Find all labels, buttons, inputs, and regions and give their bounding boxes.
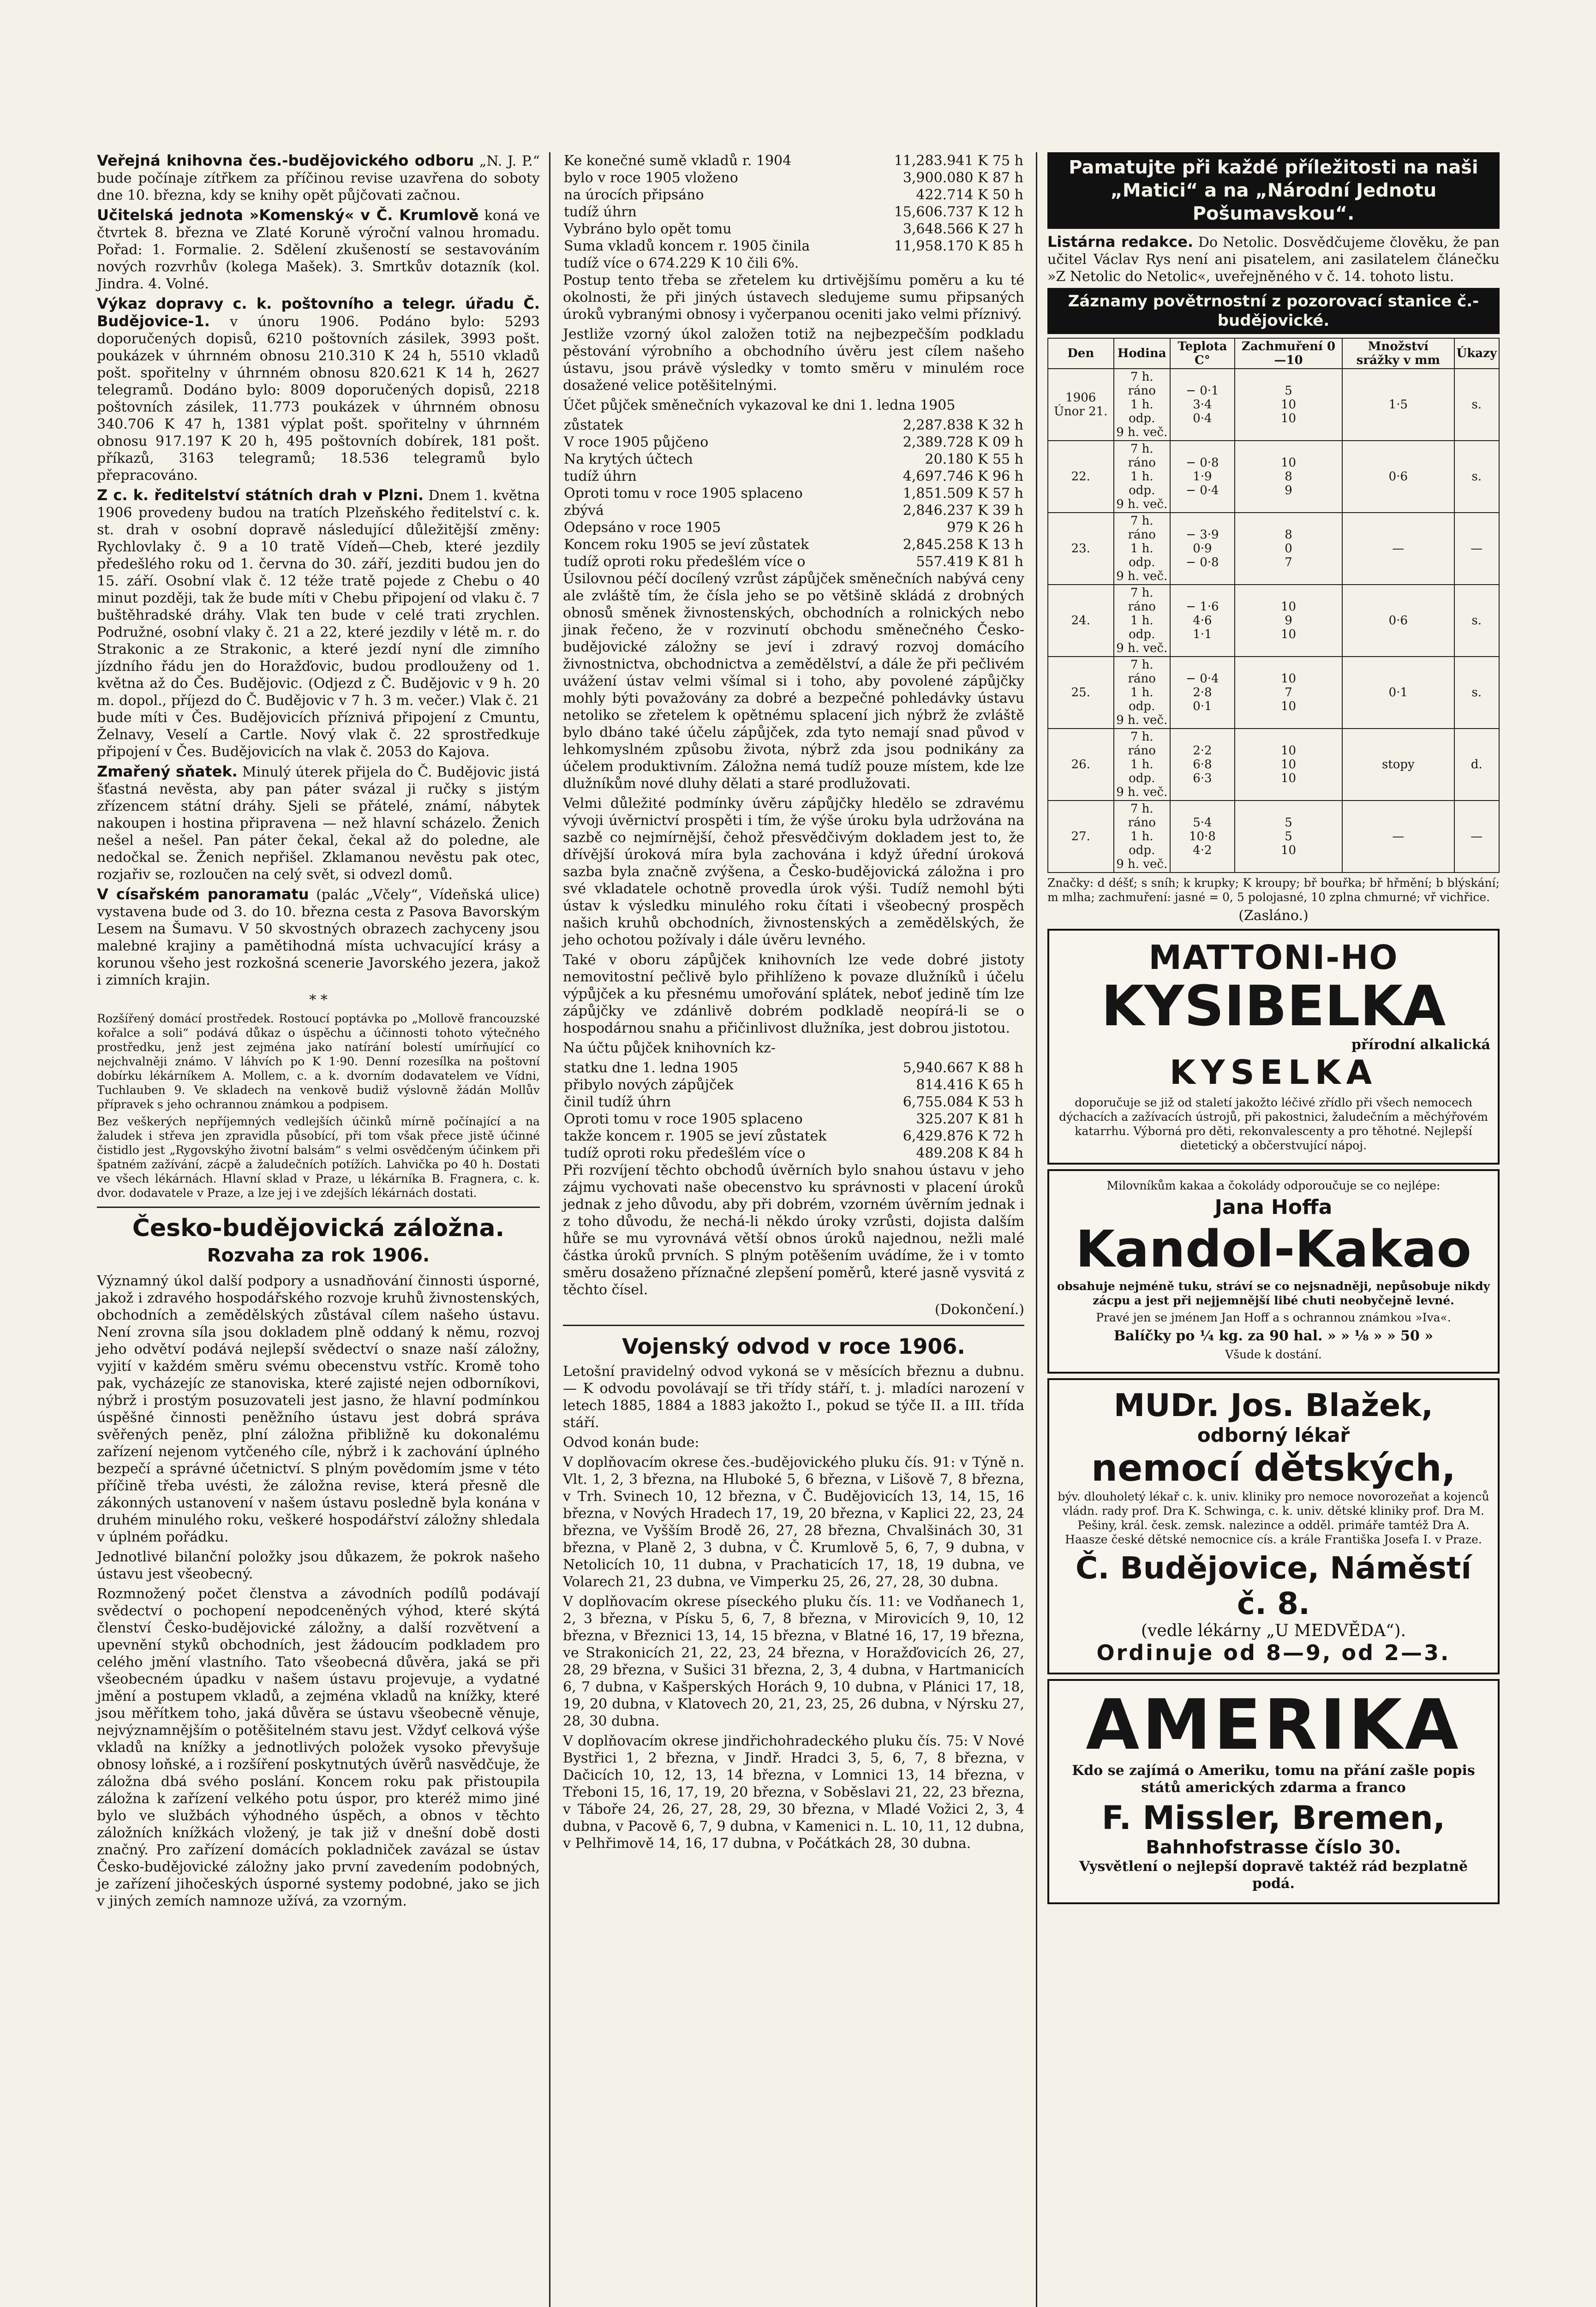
finance-label: zůstatek <box>564 417 623 433</box>
blazek-name: MUDr. Jos. Blažek, <box>1113 1387 1434 1424</box>
finance-value: 1,851.509 K 57 h <box>903 485 1023 502</box>
weather-cell: 0·1 <box>1342 657 1454 729</box>
finance-value: 2,389.728 K 09 h <box>903 434 1023 450</box>
blazek-location-note: (vedle lékárny „U MEDVĚDA“). <box>1141 1621 1406 1640</box>
news-text: koná ve čtvrtek 8. března ve Zlaté Koruně výroční valnou hromadu. Pořad: 1. Formalie. 2. Sdělení zkušeností se sestavováním nových rozvrhův (kolega Mašek). 3. Smrtkův dotazník (kol. Jindra. 4. Volné. <box>97 208 540 292</box>
weather-cell: 25. <box>1048 657 1114 729</box>
zalozna-subtitle: Rozvaha za rok 1906. <box>207 1245 430 1266</box>
finance-row <box>563 255 1024 272</box>
divider <box>563 1325 1024 1326</box>
finance-label: Ke konečné sumě vkladů r. 1904 <box>564 153 792 169</box>
mattoni-advert <box>1047 929 1500 1165</box>
weather-cell: — <box>1342 801 1454 873</box>
weather-cell: − 1·6 4·6 1·1 <box>1170 585 1235 657</box>
news-heading: Z c. k. ředitelství státních drah v Plzni. <box>97 486 424 504</box>
listarna <box>1047 233 1500 285</box>
weather-row <box>1048 801 1499 873</box>
finance-value: 489.208 K 84 h <box>916 1145 1023 1161</box>
amerika-company: F. Missler, Bremen, <box>1101 1799 1446 1837</box>
article-paragraph: Jednotlivé bilanční položky jsou důkazem, že pokrok našeho ústavu jest všeobecný. <box>97 1549 540 1582</box>
weather-cell: — <box>1454 801 1499 873</box>
finance-label: tudíž úhrn <box>564 204 637 220</box>
finance-value: 557.419 K 81 h <box>916 554 1023 570</box>
finance-row <box>563 238 1024 255</box>
article-paragraph: Při rozvíjení těchto obchodů úvěrních bylo snahou ústavu v jeho zájmu vychovati naše obecenstvo ku správnosti v placení úroků jednak z jeho důvodu, aby při dobrém, vzorném úvěrním jednak i z toho důvodu, že nechá-li někdo úroky vzrůsti, dojista dalším hůře se mu vyrovnává větší obnos úroků najednou, nežli malé částka úroků prvních. S plným potěšením uvádíme, že i v tomto směru dosaženo příznačné zlepšení poměrů, které jasně vysvitá z těchto čísel. <box>563 1162 1024 1298</box>
weather-row <box>1048 369 1499 441</box>
kandol-intro: Milovníkům kakaa a čokolády odporoučuje se co nejlépe: <box>1106 1179 1441 1192</box>
news-item <box>97 763 540 883</box>
news-item <box>97 886 540 989</box>
article-paragraph: Postup tento třeba se zřetelem ku drtivějšímu poměru a ku té okolnosti, že při jiných ústavech sledujeme sumu připsaných úroků vybranými obnosy i vyčerpanou oceniti jako velmi příznivý. <box>563 272 1024 323</box>
finance-label: na úrocích připsáno <box>564 187 704 203</box>
weather-cell: 26. <box>1048 729 1114 801</box>
article-paragraph: V doplňovacím okrese píseckého pluku čís. 11: ve Vodňanech 1, 2, 3 března, v Písku 5, 6, 7, 8 března, v Mirovicích 9, 10, 12 března, v Březnici 13, 14, 15 března, v Blatné 16, 17, 19 března, ve Strakonicích 21, 22, 23, 24 března, v Horažďovicích 26, 27, 28, 29 března, v Sušici 31 března, 2, 3, 4 dubna, v Hartmanicích 6, 7 dubna, v Kašperských Horách 9, 10 dubna, v Plánici 17, 18, 19, 20 dubna, v Klatovech 20, 21, 23, 25, 26 dubna, v Nýrsku 27, 28, 30 dubna. <box>563 1594 1024 1729</box>
weather-cell: 0·6 <box>1342 441 1454 513</box>
finance-label: Oproti tomu v roce 1905 splaceno <box>564 1111 803 1127</box>
weather-row <box>1048 441 1499 513</box>
weather-cell: 24. <box>1048 585 1114 657</box>
article-paragraph: Úsilovnou péčí docílený vzrůst zápůjček směnečních nabývá ceny ale zvláště tím, že čísla jeho se po většině skládá z drobných obnosů směnek živnostenských, obchodních a rolnických nebo jinak řečeno, že v rozvinutí obchodu směnečného Česko-budějovické záložny se jeví i zdravý rozvoj domácího živnostnictva, obchodnictva a zemědělství, a dále že při pečlivém uvážení ústav velmi všímal si i toho, aby povolené zápůjčky mohly býti považovány za dobré a bezpečné pohledávky ústavu netoliko se zřetelem k opětnému splacení jich nýbrž že zvláště bylo dbáno také účelu zápůjček, zda tyto nemají snad původ v lehkomyslném způsobu života, nýbrž zda jsou podnikány za účelem produktivním. Záložna nemá tudíž pouze místem, kde lze dlužníkům nové dluhy dělati a staré prodlužovati. <box>563 571 1024 792</box>
kandol-advert <box>1047 1169 1500 1374</box>
advert-text: Rozšířený domácí prostředek. Rostoucí poptávka po „Mollově francouzské kořalce a soli“ podává důkaz o úspěchu a účinnosti tohoto výtečného prostředku, jenž jest zejména jako natírání bolestí umírňující co nejchvalněji známo. V láhvích po K 1·90. Denní rozesílka na poštovní dobírku lékárníkem A. Mollem, c. a k. dvorním dodavatelem ve Vídni, Tuchlauben 9. Ve skladech na venkově budiž výslovně žádán Mollův přípravek s jeho ochrannou známkou a podpisem. <box>97 1012 540 1111</box>
finance-label: činil tudíž úhrn <box>564 1094 671 1110</box>
weather-cell: 10 9 10 <box>1235 585 1342 657</box>
article-paragraph: Odvod konán bude: <box>563 1434 699 1451</box>
weather-cell: 8 0 7 <box>1235 513 1342 585</box>
finance-table-deposits <box>563 152 1024 272</box>
weather-cell: 7 h. ráno 1 h. odp. 9 h. več. <box>1114 657 1170 729</box>
news-heading: Učitelská jednota »Komenský« v Č. Krumlově <box>97 206 479 224</box>
finance-label: statku dne 1. ledna 1905 <box>564 1060 739 1076</box>
weather-cell: 0·6 <box>1342 585 1454 657</box>
finance-value: 3,648.566 K 27 h <box>903 221 1023 237</box>
article-paragraph: Také v oboru zápůjček knihovních lze vede dobré jistoty nemovitostní pečlivě bylo přihlíženo k povaze dlužníků i účelu výpůjček a ku přesnému umořování splátek, neboť jedině tím lze zápůjčky ve zdánlivě dobrém podkladě neopírá-li se o hospodárnou snahu a přičinlivost dlužníka, jest dobrou jistotou. <box>563 952 1024 1036</box>
weather-header: Zachmuření 0—10 <box>1235 338 1342 369</box>
amerika-text: Kdo se zajímá o Ameriku, tomu na přání zašle popis států amerických zdarma a franco <box>1072 1763 1475 1796</box>
finance-value <box>865 255 1024 272</box>
finance-label: tudíž více o 674.229 K 10 čili 6%. <box>564 255 799 271</box>
finance-value: 814.416 K 65 h <box>916 1077 1023 1093</box>
finance-value: 5,940.667 K 88 h <box>903 1060 1023 1076</box>
listarna-text: Do Netolic. Dosvědčujeme člověku, že pan učitel Václav Rys není ani pisatelem, ani zasilatelem článečku »Z Netolic do Netolic«, uveřejněného v č. 14. tohoto listu. <box>1047 234 1500 285</box>
finance-value: 20.180 K 55 h <box>925 451 1023 467</box>
weather-cell: 7 h. ráno 1 h. odp. 9 h. več. <box>1114 369 1170 441</box>
finance-label: Na krytých účtech <box>564 451 693 467</box>
finance-row <box>563 1128 1024 1145</box>
kandol-logo: Kandol-Kakao <box>1076 1219 1471 1279</box>
finance-value: 11,283.941 K 75 h <box>894 153 1023 169</box>
mattoni-tagline: přírodní alkalická <box>1351 1037 1490 1053</box>
finance-table-loans <box>563 417 1024 570</box>
weather-cell: 7 h. ráno 1 h. odp. 9 h. več. <box>1114 441 1170 513</box>
finance-row <box>563 485 1024 502</box>
mattoni-kyselka: KYSELKA <box>1169 1053 1378 1092</box>
mattoni-logo-text: MATTONI-HO <box>1148 938 1399 977</box>
finance-row <box>563 1059 1024 1076</box>
news-heading: Výkaz dopravy c. k. poštovního a telegr. úřadu Č. Budějovice-1. <box>97 295 540 330</box>
weather-cell: 1906 Únor 21. <box>1048 369 1114 441</box>
news-item <box>97 207 540 293</box>
news-item <box>97 487 540 760</box>
weather-cell: 2·2 6·8 6·3 <box>1170 729 1235 801</box>
weather-legend: Značky: d déšť; s sníh; k krupky; K kroupy; bř bouřka; bř hřmění; b blýskání; m mlha; zachmuření: jasné = 0, 5 polojasné, 10 zplna chmurné; vř vichřice. <box>1047 876 1500 904</box>
blazek-hours: Ordinuje od 8—9, od 2—3. <box>1096 1640 1451 1665</box>
finance-row <box>563 553 1024 570</box>
article-paragraph: V doplňovacím okrese čes.-budějovického pluku čís. 91: v Týně n. Vlt. 1, 2, 3 března, na Hluboké 5, 6 března, v Lišově 7, 8 března, v Trh. Svinech 10, 12 března, v Č. Budějovicích 13, 14, 15, 16 března, v Nových Hradech 17, 19, 20 března, v Kaplici 22, 23, 24 března, ve Vyšším Brodě 26, 27, 28 března, Chvalšinách 30, 31 března, v Planě 2, 3 dubna, v Č. Krumlově 5, 6, 7, 9 dubna, v Netolicích 10, 11 dubna, v Prachaticích 17, 18, 19 dubna, ve Volarech 21, 23 dubna, ve Vimperku 25, 26, 27, 28, 30 dubna. <box>563 1454 1024 1590</box>
news-heading: V císařském panoramatu <box>97 885 309 903</box>
finance-value: 6,755.084 K 53 h <box>903 1094 1023 1110</box>
finance-row <box>563 1076 1024 1094</box>
divider <box>97 1207 540 1208</box>
weather-header: Den <box>1048 338 1114 369</box>
weather-header: Úkazy <box>1454 338 1499 369</box>
zaslano-label: (Zasláno.) <box>1238 908 1309 924</box>
weather-cell: 7 h. ráno 1 h. odp. 9 h. več. <box>1114 801 1170 873</box>
weather-cell: — <box>1342 513 1454 585</box>
news-text: v únoru 1906. Podáno bylo: 5293 doporučených dopisů, 6210 poštovních zásilek, 3993 pošt. poukázek v úhrnném obnosu 210.310 K 24 h, 5510 vkladů pošt. spořitelny v úhrnném obnosu 820.621 K 14 h, 2627 telegramů. Dodáno bylo: 8009 doporučených dopisů, 2218 poštovních zásilek, 11.773 poukázek v úhrnném obnosu 340.706 K 47 h, 1381 výplat pošt. spořitelny v úhrnném obnosu 917.197 K 20 h, 495 poštovních dobírek, 181 pošt. příkazů, 3163 telegramů; 18.536 telegramů bylo přepracováno. <box>97 314 540 484</box>
weather-row <box>1048 657 1499 729</box>
weather-cell: − 0·8 1·9 − 0·4 <box>1170 441 1235 513</box>
finance-row <box>563 152 1024 169</box>
news-text: „N. J. P.“ bude počínaje zítřkem za příčinou revise uzavřena do soboty dne 10. března, kdy se knihy opět půjčovati začnou. <box>97 153 540 203</box>
finance-label: bylo v roce 1905 vloženo <box>564 170 738 186</box>
stars-separator: * * <box>309 992 328 1008</box>
article-paragraph: Letošní pravidelný odvod vykoná se v měsících březnu a dubnu. — K odvodu povolávají se tři třídy stáří, t. j. mladíci narození v letech 1885, 1884 a 1883 jakožto I., pokud se týče II. a III. třída stáří. <box>563 1363 1024 1431</box>
finance-label: Oproti tomu v roce 1905 splaceno <box>564 485 803 502</box>
weather-header: Množství srážky v mm <box>1342 338 1454 369</box>
news-text: Minulý úterek přijela do Č. Budějovic jistá šťastná nevěsta, aby pan páter svázal ji ručky s jistým zřízencem státní dráhy. Sjeli se přátelé, známí, nábytek nakoupen i hostina připravena — než hlavní scházelo. Ženich nešel a nešel. Pan páter čekal, čekal až do poledne, ale nedočkal se. Ženich nepřišel. Zklamanou nevěstu pak otec, rozjařiv se, rozloučen na celý svět, si odvezl domů. <box>97 764 540 883</box>
news-text: (palác „Včely“, Vídeňská ulice) vystavena bude od 3. do 10. března cesta z Pasova Bavorským Lesem na Šumavu. V 50 skvostných obrazech zachyceny jsou malebné krajiny a pamětihodná místa uchvacující krásy a korunou všeho jest rozkošná scenerie Javorského jezera, jakož i zimních krajin. <box>97 887 540 988</box>
article-paragraph: Jestliže vzorný úkol založen totiž na nejbezpečším podkladu pěstování výrobního a obchodního úvěru jest cílem našeho ústavu, jsou právě výsledky v tomto směru v minulém roce dosažené velice potěšitelnými. <box>563 326 1024 394</box>
article-paragraph: Účet půjček směnečních vykazoval ke dni 1. ledna 1905 <box>563 397 956 413</box>
finance-label: V roce 1905 půjčeno <box>564 434 709 450</box>
mattoni-description: doporučuje se již od staletí jakožto léčivé zřídlo při všech nemocech dýchacích a zažívacích ústrojů, při pakostnici, žaludečním a měchýřovém katarrhu. Výborná pro děti, rekonvalescenty a pro těhotné. Nejlepší dietetický a občerstvující nápoj. <box>1059 1096 1488 1152</box>
weather-cell: 10 10 10 <box>1235 729 1342 801</box>
finance-value: 3,900.080 K 87 h <box>903 170 1023 186</box>
finance-row <box>563 1094 1024 1111</box>
finance-row <box>563 221 1024 238</box>
blazek-advert <box>1047 1378 1500 1674</box>
column-left <box>97 152 540 1913</box>
finance-label: tudíž úhrn <box>564 468 637 484</box>
finance-value: 2,846.237 K 39 h <box>903 502 1023 519</box>
finance-value: 422.714 K 50 h <box>916 187 1023 203</box>
kandol-brand: Jana Hoffa <box>1214 1195 1333 1219</box>
weather-header: Teplota C° <box>1170 338 1235 369</box>
finance-label: Koncem roku 1905 se jeví zůstatek <box>564 537 809 553</box>
amerika-advert <box>1047 1679 1500 1904</box>
finance-row <box>563 417 1024 434</box>
weather-table <box>1047 338 1500 873</box>
weather-cell: − 0·1 3·4 0·4 <box>1170 369 1235 441</box>
finance-row <box>563 186 1024 203</box>
finance-label: tudíž oproti roku předešlém více o <box>564 554 806 570</box>
amerika-title: AMERIKA <box>1086 1685 1461 1765</box>
finance-row <box>563 169 1024 186</box>
weather-cell: 23. <box>1048 513 1114 585</box>
news-heading: Veřejná knihovna čes.-budějovického odboru <box>97 152 474 169</box>
newspaper-page <box>97 152 1500 2307</box>
amerika-note: Vysvětlení o nejlepší dopravě taktéž rád bezplatně podá. <box>1079 1859 1468 1892</box>
kandol-claim: obsahuje nejméně tuku, stráví se co nejsnadněji, nepůsobuje nikdy zácpu a jest při nejjemnější libé chuti neobyčejně levné. <box>1057 1279 1490 1307</box>
weather-cell: 22. <box>1048 441 1114 513</box>
finance-row <box>563 502 1024 519</box>
weather-cell: stopy <box>1342 729 1454 801</box>
finance-value: 2,845.258 K 13 h <box>903 537 1023 553</box>
blazek-specialty: nemocí dětských, <box>1091 1446 1456 1489</box>
finance-table-mortgages <box>563 1059 1024 1162</box>
article-paragraph: Významný úkol další podpory a usnadňování činnosti úsporné, jakož i zdravého hospodářského rozvoje kruhů živnostenských, obchodních a zemědělských zůstával cílem našeho ústavu. Není zrovna síla jsou dokladem plně oddaný k němu, rozvoj jeho odvětví podává nejlepší svědectví o snaze naší záložny, vyjití v každém směru svému obecenstvu vstříc. Kromě toho pak, vycházejíc ze stanoviska, které zajisté nejen odborníkovi, nýbrž i prostým posuzovateli jest jasno, že hlavní podmínkou úspěšné činnosti peněžního ústavu jest dobrá správa svěřených peněz, plní záložna přibližně ku dokonalému zařízení nejenom vytčeného cíle, nýbrž i k zachování úplného bezpečí a správné účetnictví. S plným povědomím jsme v této příčině třeba uvésti, že záložna revise, která přesně dle zákonných ustanovení v našem ústavu posledně byla konána v druhém minulého roku, veškeré hospodářství záložny shledala v úplném pořádku. <box>97 1273 540 1545</box>
weather-cell: 27. <box>1048 801 1114 873</box>
weather-cell: — <box>1454 513 1499 585</box>
column-middle <box>563 152 1024 1855</box>
finance-value: 6,429.876 K 72 h <box>903 1128 1023 1144</box>
kandol-availability: Všude k dostání. <box>1225 1348 1322 1361</box>
finance-value: 11,958.170 K 85 h <box>894 238 1023 254</box>
finance-label: Suma vkladů koncem r. 1905 činila <box>564 238 810 254</box>
zalozna-title: Česko-budějovická záložna. <box>132 1214 505 1242</box>
finance-value: 979 K 26 h <box>947 520 1023 536</box>
kandol-authentic: Pravé jen se jménem Jan Hoff a s ochrannou známkou »Iva«. <box>1096 1311 1451 1324</box>
finance-label: takže koncem r. 1905 se jeví zůstatek <box>564 1128 827 1144</box>
weather-row <box>1048 585 1499 657</box>
finance-value: 325.207 K 81 h <box>916 1111 1023 1127</box>
kandol-price: Balíčky po ¼ kg. za 90 hal. » » ⅛ » » 50 » <box>1113 1328 1434 1344</box>
finance-label: Vybráno bylo opět tomu <box>564 221 732 237</box>
article-paragraph: Rozmnožený počet členstva a závodních podílů podávají svědectví o pochopení nepodceněných výhod, které skýtá členství Česko-budějovické záložny, a další rozvětvení a upevnění styků obchodních, jest žádoucím podkladem pro celého jmění vlastního. Tato všeobecná důvěra, jaká se při všeobecném úpadku v našem ústavu projevuje, a vydatné jmění a postupem vkladů, a zejména vkladů na knížky, které jsou měřítkem toho, jaká důvěra se ústavu všeobecně věnuje, nejvýznamnějším o potěšitelném stavu jest. Vždyť celková výše vkladů na knížky a jednotlivých položek vysoko převyšuje obnosy loňské, a i rozšíření poskytnutých úvěrů nasvědčuje, že záložna dbá svého poslání. Koncem roku pak přistoupila záložna k zařízení velkého potu úspor, pro kteréž mimo jiné bylo ve službách výhodného úspěch, a obnos v těchto záložních knížkách vložený, je tak již v dnešní době dosti značný. Pro zařízení domácích pokladniček zavázal se ústav Česko-budějovické záložny jako první zavedením podobných, je zařízení jihočeských úsporné systemy podobné, jako se jich v jiných zemích namnoze užívá, za vzorným. <box>97 1586 540 1909</box>
weather-cell: d. <box>1454 729 1499 801</box>
blazek-title: odborný lékař <box>1197 1424 1350 1446</box>
article-paragraph: Velmi důležité podmínky úvěru zápůjčky hledělo se zdravému vývoji úvěrnictví prospěti i tím, že výše úroku byla udržována na sazbě co nejmírnější, čehož přesvědčivým dokladem jest to, že dřívější úroková míra byla zachována i když úřední úroková sazba byla značně zvýšena, a Česko-budějovická záložna i pro své vkladatele ochotně provedla úrok výši. Tudíž nemohl býti ústav k výsledku minulého roku čítati i všeobecný prospěch našich kruhů obchodních, živnostenských a zemědělských, že jeho ochotou požívaly i dále úvěru levného. <box>563 795 1024 948</box>
finance-value: 4,697.746 K 96 h <box>903 468 1023 484</box>
weather-cell: 7 h. ráno 1 h. odp. 9 h. več. <box>1114 585 1170 657</box>
finance-row <box>563 1111 1024 1128</box>
blazek-address: Č. Budějovice, Náměstí č. 8. <box>1075 1550 1472 1621</box>
weather-cell: − 3·9 0·9 − 0·8 <box>1170 513 1235 585</box>
column-rule <box>549 152 550 2307</box>
finance-label: zbývá <box>564 502 604 519</box>
amerika-address: Bahnhofstrasse číslo 30. <box>1146 1837 1401 1858</box>
finance-row <box>563 203 1024 221</box>
finance-label: Odepsáno v roce 1905 <box>564 520 721 536</box>
weather-cell: 5·4 10·8 4·2 <box>1170 801 1235 873</box>
column-rule <box>1036 152 1037 2307</box>
finance-label: tudíž oproti roku předešlém více o <box>564 1145 806 1161</box>
finance-label: přibylo nových zápůjček <box>564 1077 734 1093</box>
news-text: Dnem 1. května 1906 provedeny budou na tratích Plzeňského ředitelství c. k. st. drah v osobní dopravě následující důležitější změny: Rychlovlaky č. 9 a 10 tratě Vídeň—Cheb, které jezdily předešlého roku od 1. června do 30. září, jezditi budou jen do 15. září. Osobní vlak č. 12 téže tratě pojede z Chebu o 40 minut později, tak že bude míti v Chebu připojení od vlaku č. 7 buštěhradské dráhy. Vlak ten bude v celé trati zrychlen. Podružné, osobní vlaky č. 21 a 22, které jezdily v létě m. r. do Strakonic a ze Strakonic, a které jezdí nyní dle zimního jízdního řádu jen do Horažďovic, budou prodlouženy od 1. května až do Čes. Budějovic. (Odjezd z Č. Budějovic v 9 h. 20 m. dopol., příjezd do Č. Budějovic v 7 h. 3 m. večer.) Vlak č. 21 bude míti v Čes. Budějovicích příznivá připojení z Cmuntu, Želnavy, Veselí a Cartle. Nový vlak č. 22 sprostředkuje připojení v Čes. Budějovicích na vlak č. 2053 do Kajova. <box>97 488 540 760</box>
weather-title: Záznamy povětrnostní z pozorovací stanice č.-budějovické. <box>1047 288 1500 334</box>
vojensky-title: Vojenský odvod v roce 1906. <box>622 1334 965 1359</box>
article-paragraph: V doplňovacím okrese jindřichohradeckého pluku čís. 75: V Nové Bystřici 1, 2 března, v Jindř. Hradci 3, 5, 6, 7, 8 března, v Dačicích 10, 12, 13, 14 března, v Lomnici 13, 14 března, v Třeboni 15, 16, 17, 19, 20 března, v Soběslavi 21, 22, 23 března, v Táboře 24, 26, 27, 28, 29, 30 března, v Mladé Vožici 2, 3, 4 dubna, v Pacově 6, 7, 9 dubna, v Kamenici n. L. 10, 11, 12 dubna, v Pelhřimově 14, 16, 17 dubna, v Počátkách 28, 30 dubna. <box>563 1733 1024 1852</box>
matice-banner: Pamatujte při každé příležitosti na naši „Matici“ a na „Národní Jednotu Pošumavskou“. <box>1047 152 1500 229</box>
news-heading: Zmařený sňatek. <box>97 763 238 780</box>
finance-row <box>563 468 1024 485</box>
finance-row <box>563 519 1024 536</box>
weather-cell: 5 5 10 <box>1235 801 1342 873</box>
article-paragraph: Na účtu půjček knihovních kz- <box>563 1040 776 1056</box>
advert-text: Bez veškerých nepříjemných vedlejších účinků mírně počínající a na žaludek i střeva jen zpravidla působící, při tom však přece jistě účinné čistidlo jest „Rygovskýho životní balsám“ s velmi osvědčeným účinkem při špatném zažívání, zácpě a žaludečních potížích. Lahvička po 40 h. Dostati ve všech lékárnách. Hlavní sklad v Praze, u lékárníka B. Fragnera, c. k. dvor. dodavatele v Praze, a lze jej i ve zdejších lékárnách dostati. <box>97 1115 540 1200</box>
weather-cell: s. <box>1454 369 1499 441</box>
weather-cell: s. <box>1454 585 1499 657</box>
weather-header: Hodina <box>1114 338 1170 369</box>
finance-row <box>563 434 1024 451</box>
weather-cell: 10 8 9 <box>1235 441 1342 513</box>
listarna-heading: Listárna redakce. <box>1047 233 1194 251</box>
finance-row <box>563 451 1024 468</box>
weather-cell: 7 h. ráno 1 h. odp. 9 h. več. <box>1114 513 1170 585</box>
weather-cell: 10 7 10 <box>1235 657 1342 729</box>
weather-cell: 5 10 10 <box>1235 369 1342 441</box>
blazek-credentials: býv. dlouholetý lékař c. k. univ. kliniky pro nemoce novorozeňat a kojenců vládn. rady prof. Dra K. Schwinga, c. k. univ. dětské kliniky prof. Dra M. Pešiny, král. česk. zemsk. nalezince a odděl. primáře tamtéž Dra A. Haasze české dětské nemocnice cís. a krále Františka Josefa I. v Praze. <box>1058 1490 1489 1546</box>
finance-row <box>563 536 1024 553</box>
finance-row <box>563 1145 1024 1162</box>
column-right <box>1047 152 1500 1909</box>
news-item <box>97 295 540 484</box>
weather-cell: − 0·4 2·8 0·1 <box>1170 657 1235 729</box>
weather-cell: 1·5 <box>1342 369 1454 441</box>
weather-row <box>1048 513 1499 585</box>
finance-value: 2,287.838 K 32 h <box>903 417 1023 433</box>
weather-row <box>1048 729 1499 801</box>
weather-cell: 7 h. ráno 1 h. odp. 9 h. več. <box>1114 729 1170 801</box>
finance-value: 15,606.737 K 12 h <box>894 204 1023 220</box>
news-item <box>97 152 540 204</box>
weather-cell: s. <box>1454 657 1499 729</box>
continuation-note: (Dokončení.) <box>934 1302 1024 1318</box>
weather-cell: s. <box>1454 441 1499 513</box>
mattoni-kysibelka: KYSIBELKA <box>1101 974 1446 1039</box>
